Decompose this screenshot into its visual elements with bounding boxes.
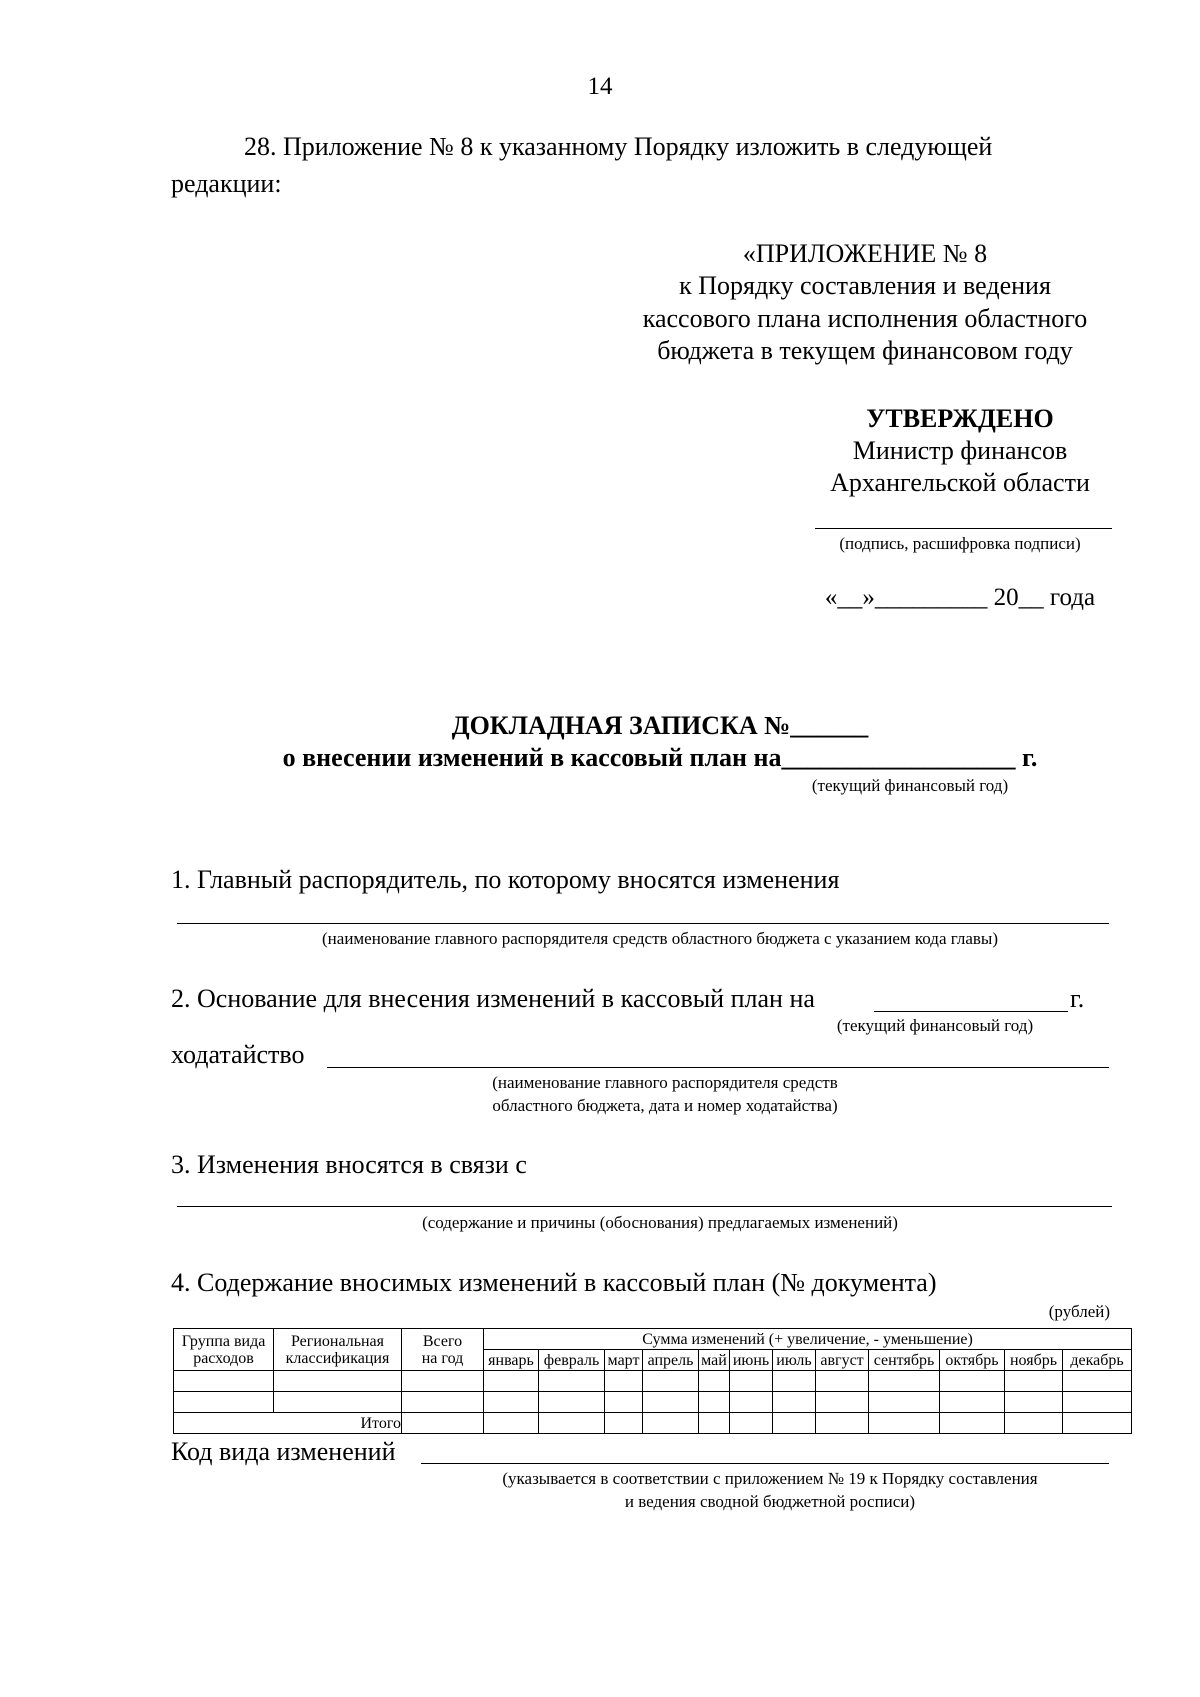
month-header: январь [484, 1350, 539, 1371]
signature-line[interactable] [815, 528, 1112, 529]
table-cell[interactable] [1063, 1392, 1132, 1413]
table-cell[interactable] [174, 1371, 274, 1392]
total-label: Итого [174, 1413, 402, 1434]
doc-title: ДОКЛАДНАЯ ЗАПИСКА №______ [451, 711, 869, 740]
table-cell[interactable] [605, 1392, 643, 1413]
table-cell[interactable] [699, 1371, 730, 1392]
table-total-row [174, 1413, 1132, 1434]
table-cell[interactable] [402, 1413, 484, 1434]
approval-line-2: Архангельской области [830, 468, 1090, 497]
unit-label: (рублей) [1048, 1302, 1110, 1321]
petition-line[interactable] [327, 1067, 1109, 1068]
change-code-label: Код вида изменений [171, 1437, 396, 1466]
table-cell[interactable] [940, 1371, 1005, 1392]
section1-caption: (наименование главного распорядителя средств областного бюджета с указанием кода главы) [322, 929, 998, 948]
section2-heading: 2. Основание для внесения изменений в кассовый план на [171, 984, 815, 1013]
section2-year-suffix: г. [1070, 984, 1085, 1013]
appendix-title: «ПРИЛОЖЕНИЕ № 8 [742, 239, 988, 268]
table-cell[interactable] [402, 1371, 484, 1392]
doc-year-caption: (текущий финансовый год) [811, 776, 1009, 795]
table-cell[interactable] [539, 1392, 605, 1413]
table-cell[interactable] [1005, 1371, 1063, 1392]
table-cell[interactable] [1063, 1413, 1132, 1434]
table-cell[interactable] [174, 1392, 274, 1413]
month-header: декабрь [1063, 1350, 1132, 1371]
table-cell[interactable] [484, 1371, 539, 1392]
petition-label: ходатайство [171, 1040, 305, 1069]
col-group-header: Группа вида расходов [174, 1329, 274, 1371]
month-header: июнь [730, 1350, 773, 1371]
table-cell[interactable] [539, 1371, 605, 1392]
section1-heading: 1. Главный распорядитель, по которому вносятся изменения [171, 865, 840, 894]
table-cell[interactable] [869, 1392, 940, 1413]
col-regional-header: Региональная классификация [274, 1329, 402, 1371]
table-header-row-1 [174, 1329, 1132, 1350]
table-cell[interactable] [274, 1371, 402, 1392]
signature-caption: (подпись, расшифровка подписи) [839, 534, 1081, 553]
doc-subtitle: о внесении изменений в кассовый план на__________________ г. [282, 743, 1038, 772]
table-cell[interactable] [539, 1413, 605, 1434]
table-cell[interactable] [940, 1392, 1005, 1413]
approval-line-1: Министр финансов [852, 436, 1068, 465]
intro-line-2: редакции: [171, 169, 282, 198]
table-cell[interactable] [773, 1392, 816, 1413]
change-code-line[interactable] [421, 1463, 1109, 1464]
table-cell[interactable] [730, 1413, 773, 1434]
appendix-line-2: к Порядку составления и ведения [679, 271, 1051, 300]
table-cell[interactable] [940, 1413, 1005, 1434]
table-cell[interactable] [402, 1392, 484, 1413]
month-header: апрель [643, 1350, 699, 1371]
table-row [174, 1371, 1132, 1392]
appendix-line-3: кассового плана исполнения областного [642, 304, 1088, 333]
section3-heading: 3. Изменения вносятся в связи с [171, 1150, 527, 1179]
month-header: июль [773, 1350, 816, 1371]
changes-table [173, 1328, 1132, 1434]
petition-caption-1: (наименование главного распорядителя средств [492, 1073, 838, 1092]
table-cell[interactable] [699, 1413, 730, 1434]
table-cell[interactable] [869, 1371, 940, 1392]
petition-caption-2: областного бюджета, дата и номер ходатайства) [492, 1096, 838, 1115]
section2-year-caption: (текущий финансовый год) [836, 1016, 1034, 1035]
approval-date-line[interactable]: «__»_________ 20__ года [824, 584, 1096, 611]
sum-header: Сумма изменений (+ увеличение, - уменьшение) [484, 1329, 1132, 1350]
table-cell[interactable] [605, 1371, 643, 1392]
month-header: март [605, 1350, 643, 1371]
page-number: 14 [587, 73, 613, 100]
month-header: ноябрь [1005, 1350, 1063, 1371]
table-cell[interactable] [773, 1413, 816, 1434]
month-header: февраль [539, 1350, 605, 1371]
intro-line-1: 28. Приложение № 8 к указанному Порядку изложить в следующей [244, 132, 993, 161]
month-header: май [699, 1350, 730, 1371]
section4-heading: 4. Содержание вносимых изменений в кассовый план (№ документа) [171, 1268, 937, 1297]
appendix-line-4: бюджета в текущем финансовом году [657, 336, 1073, 365]
section1-fill-line[interactable] [177, 923, 1109, 924]
col-total-header: Всего на год [402, 1329, 484, 1371]
table-cell[interactable] [643, 1371, 699, 1392]
table-cell[interactable] [484, 1392, 539, 1413]
table-cell[interactable] [816, 1371, 869, 1392]
table-cell[interactable] [484, 1413, 539, 1434]
change-code-caption-2: и ведения сводной бюджетной росписи) [624, 1492, 916, 1511]
table-cell[interactable] [1005, 1413, 1063, 1434]
month-header: октябрь [940, 1350, 1005, 1371]
table-cell[interactable] [274, 1392, 402, 1413]
change-code-caption-1: (указывается в соответствии с приложением № 19 к Порядку составления [502, 1469, 1038, 1488]
table-cell[interactable] [773, 1371, 816, 1392]
table-cell[interactable] [643, 1413, 699, 1434]
month-header: сентябрь [869, 1350, 940, 1371]
month-header: август [816, 1350, 869, 1371]
table-cell[interactable] [730, 1392, 773, 1413]
table-cell[interactable] [730, 1371, 773, 1392]
table-cell[interactable] [605, 1413, 643, 1434]
section2-year-line[interactable] [874, 1011, 1068, 1012]
approval-title: УТВЕРЖДЕНО [866, 404, 1054, 433]
table-row [174, 1392, 1132, 1413]
table-cell[interactable] [1063, 1371, 1132, 1392]
table-cell[interactable] [643, 1392, 699, 1413]
table-cell[interactable] [1005, 1392, 1063, 1413]
table-cell[interactable] [699, 1392, 730, 1413]
section3-caption: (содержание и причины (обоснования) предлагаемых изменений) [422, 1213, 898, 1232]
table-cell[interactable] [816, 1392, 869, 1413]
table-cell[interactable] [816, 1413, 869, 1434]
section3-fill-line[interactable] [177, 1206, 1112, 1207]
table-cell[interactable] [869, 1413, 940, 1434]
